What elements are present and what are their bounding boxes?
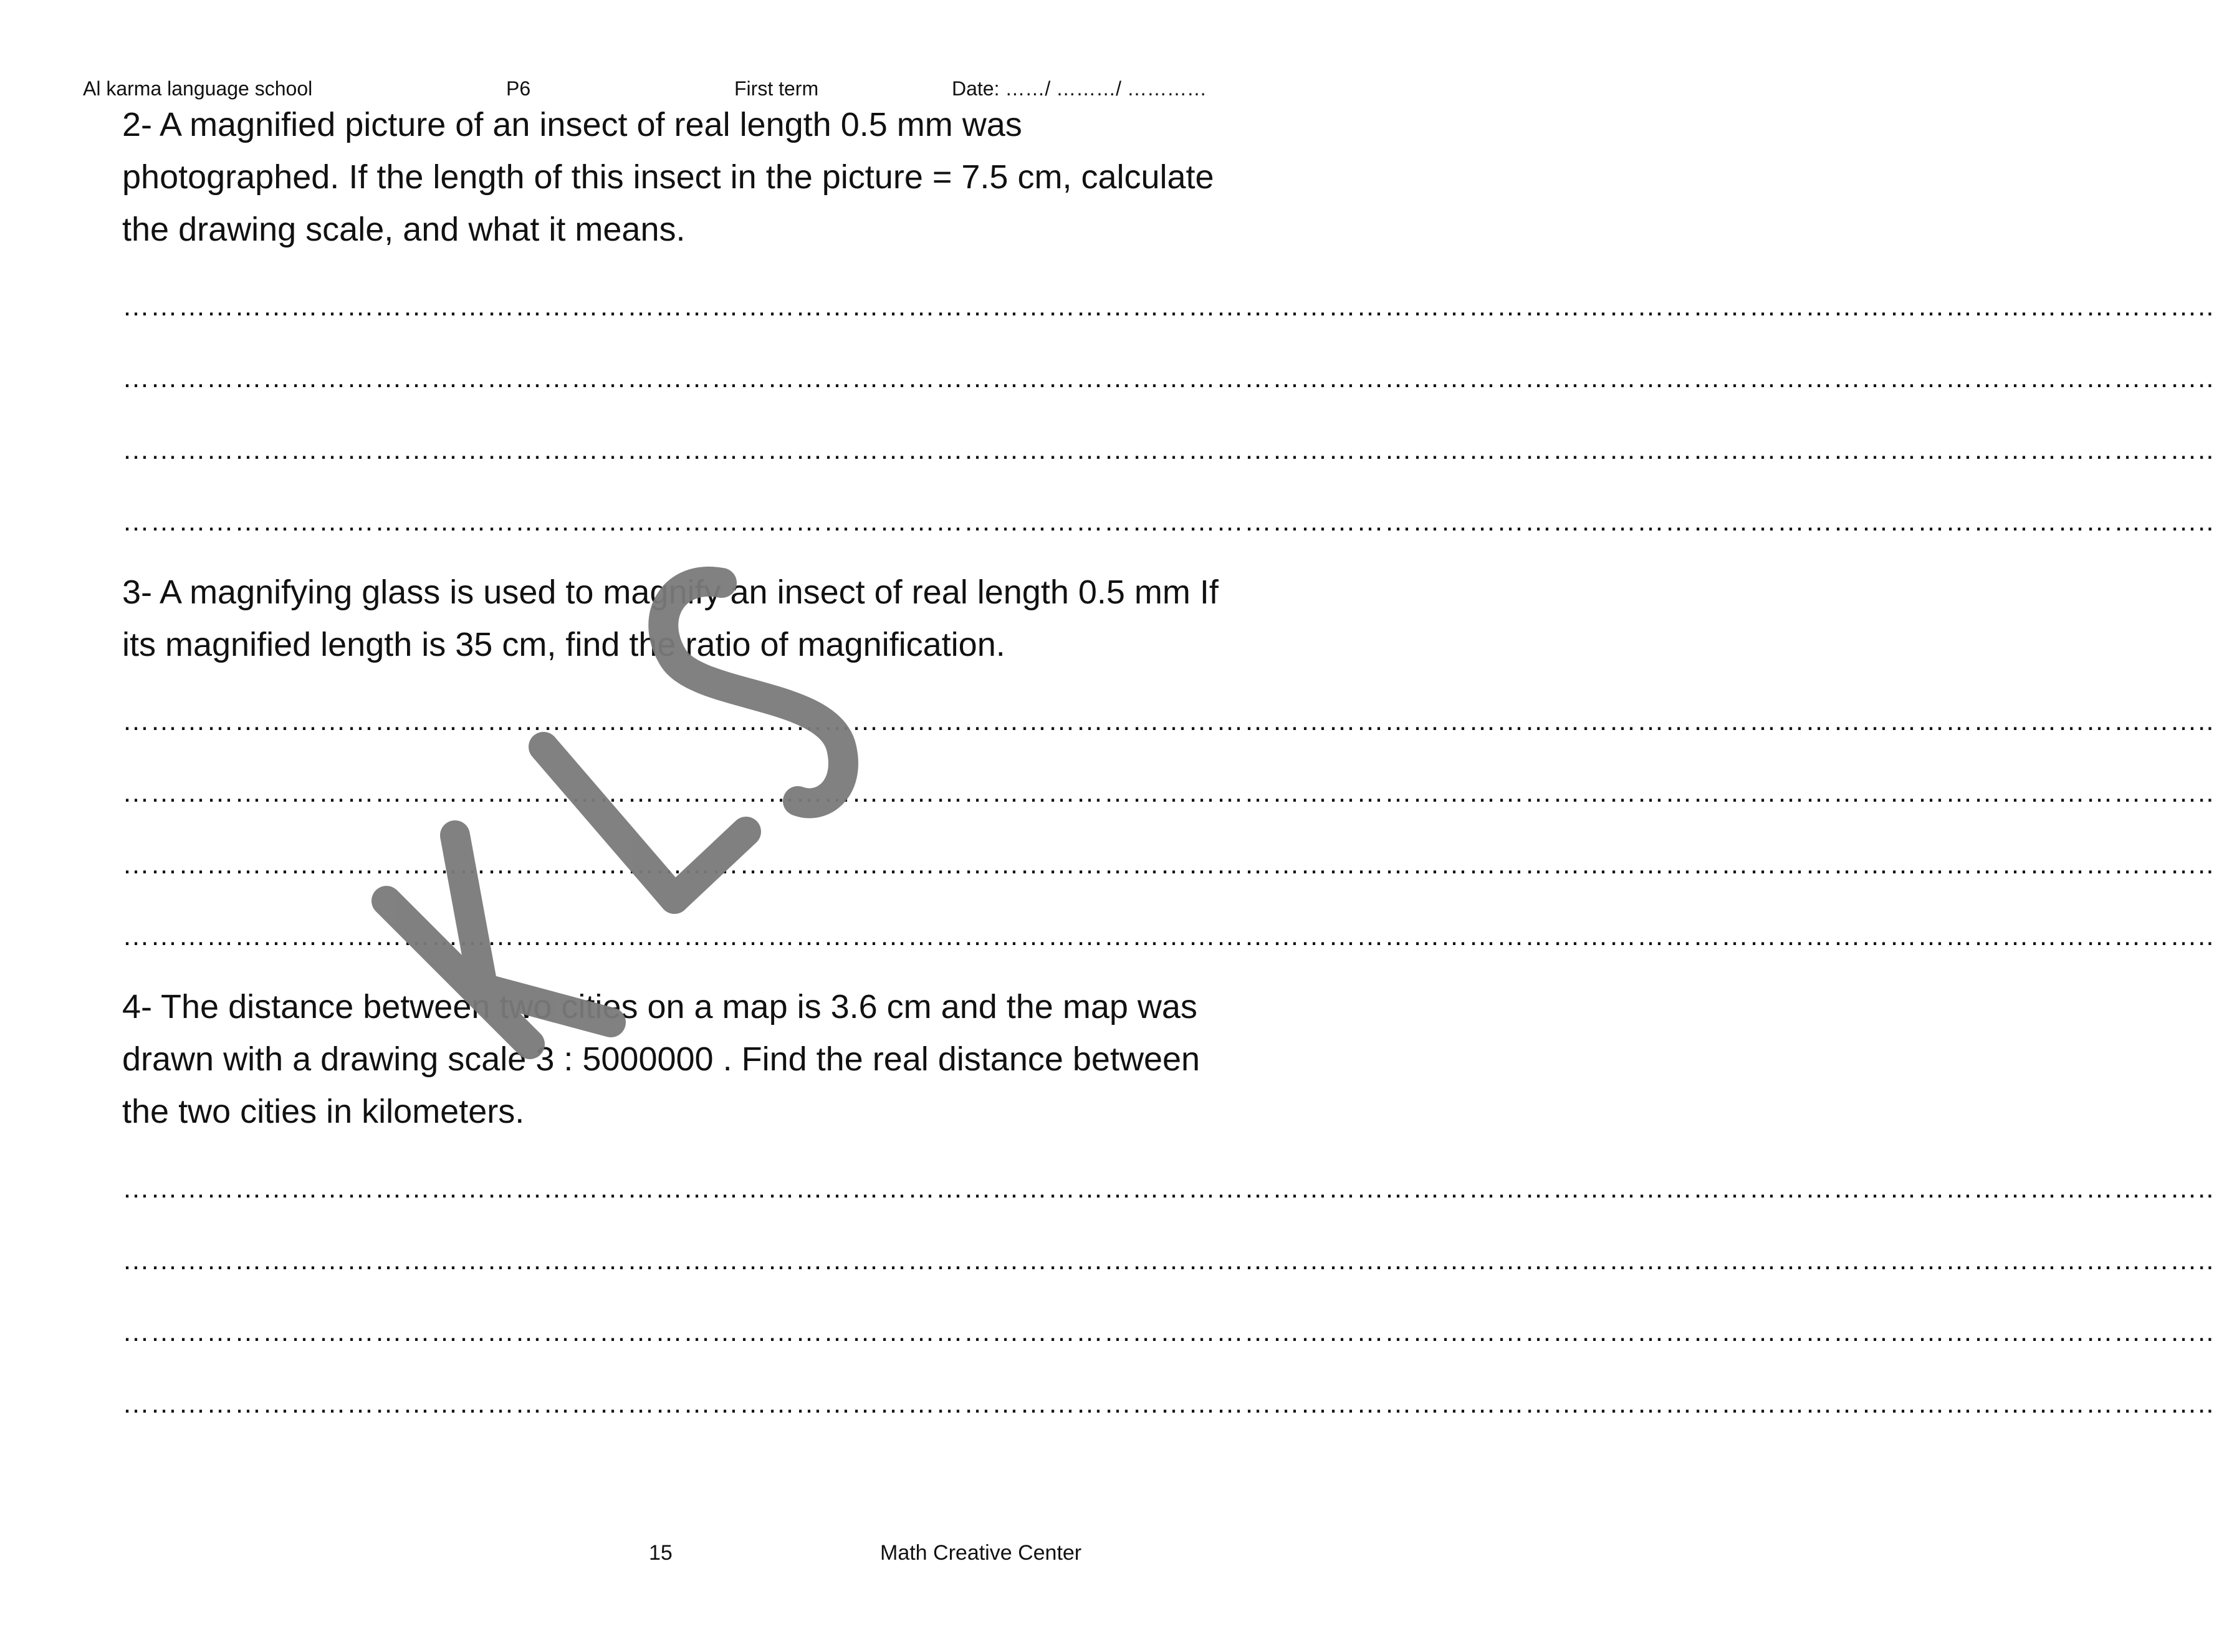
- answer-line[interactable]: ……………………………………………………………………………………………………………………………………………………………………………………………………..: [122, 363, 2214, 393]
- answer-line[interactable]: ……………………………………………………………………………………………………………………………………………………………………………………………………..: [122, 291, 2214, 322]
- school-name: Al karma language school: [83, 77, 313, 100]
- answer-line[interactable]: ……………………………………………………………………………………………………………………………………………………………………………………………………..: [122, 506, 2214, 537]
- question-2: 2- A magnified picture of an insect of real length 0.5 mm was photographed. If the length of this insect in the picture = 7.5 cm, calculate the drawing scale, and what it means.: [122, 106, 1214, 248]
- answer-line[interactable]: ……………………………………………………………………………………………………………………………………………………………………………………………………..: [122, 1173, 2214, 1204]
- answer-line[interactable]: ……………………………………………………………………………………………………………………………………………………………………………………………………..: [122, 706, 2214, 736]
- answer-line[interactable]: ……………………………………………………………………………………………………………………………………………………………………………………………………..: [122, 435, 2214, 465]
- term-label: First term: [734, 77, 819, 100]
- answer-line[interactable]: ……………………………………………………………………………………………………………………………………………………………………………………………………..: [122, 1388, 2214, 1419]
- question-3: 3- A magnifying glass is used to magnify an insect of real length 0.5 mm If its magnified length is 35 cm, find the ratio of magnification.: [122, 574, 1219, 663]
- center-name: Math Creative Center: [880, 1541, 1082, 1565]
- answer-line[interactable]: ……………………………………………………………………………………………………………………………………………………………………………………………………..: [122, 777, 2214, 808]
- question-4: 4- The distance between two cities on a map is 3.6 cm and the map was drawn with a drawing scale 3 : 5000000 . Find the real distance between the two cities in kilometers.: [122, 988, 1200, 1130]
- answer-line[interactable]: ……………………………………………………………………………………………………………………………………………………………………………………………………..: [122, 1317, 2214, 1347]
- answer-line[interactable]: ……………………………………………………………………………………………………………………………………………………………………………………………………..: [122, 849, 2214, 880]
- date-field: Date: ……/ ………/ …………: [952, 77, 1207, 100]
- answer-line[interactable]: ……………………………………………………………………………………………………………………………………………………………………………………………………..: [122, 921, 2214, 951]
- grade-label: P6: [506, 77, 531, 100]
- page-number: 15: [649, 1541, 673, 1565]
- answer-line[interactable]: ……………………………………………………………………………………………………………………………………………………………………………………………………..: [122, 1245, 2214, 1275]
